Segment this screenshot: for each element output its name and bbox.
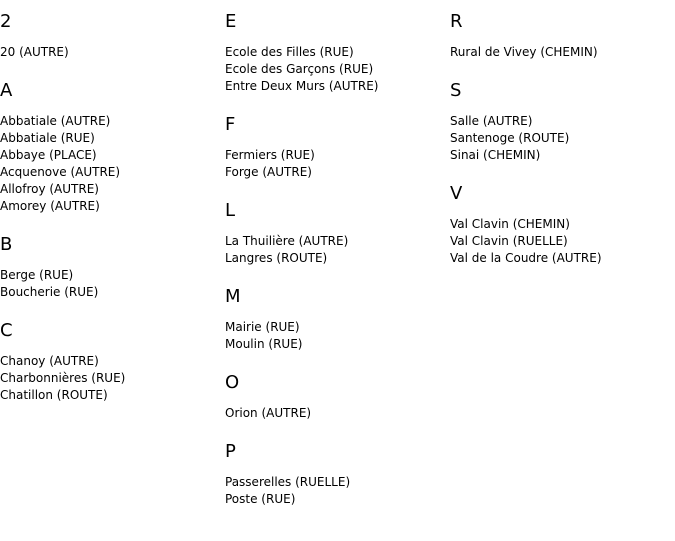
- letter-heading: R: [450, 11, 463, 32]
- letter-group: [450, 12, 675, 61]
- street-list-item[interactable]: Ecole des Garçons (RUE): [225, 62, 374, 76]
- street-list-item[interactable]: Chatillon (ROUTE): [0, 388, 108, 402]
- street-list: [450, 216, 675, 267]
- street-list-item[interactable]: Moulin (RUE): [225, 337, 303, 351]
- street-list-item[interactable]: Poste (RUE): [225, 492, 296, 506]
- letter-group: [225, 442, 450, 508]
- street-list: [450, 113, 675, 164]
- street-list-item[interactable]: Santenoge (ROUTE): [450, 131, 570, 145]
- street-list-item[interactable]: Acquenove (AUTRE): [0, 165, 121, 179]
- street-list-item[interactable]: Orion (AUTRE): [225, 406, 312, 420]
- street-list-item[interactable]: Fermiers (RUE): [225, 148, 315, 162]
- street-list-item[interactable]: Allofroy (AUTRE): [0, 182, 99, 196]
- letter-group: [0, 12, 225, 61]
- street-list: [0, 44, 225, 61]
- index-column-3: [450, 0, 675, 267]
- letter-heading: A: [0, 80, 13, 101]
- street-list: [225, 147, 450, 181]
- index-column-1: [0, 0, 225, 404]
- street-list: [0, 353, 225, 404]
- letter-group: [450, 184, 675, 267]
- letter-group: [225, 201, 450, 267]
- letter-heading: L: [225, 200, 236, 221]
- street-list-item[interactable]: Abbatiale (AUTRE): [0, 114, 111, 128]
- letter-group: [0, 81, 225, 215]
- street-list: [225, 44, 450, 95]
- letter-heading: O: [225, 372, 240, 393]
- letter-heading: P: [225, 441, 236, 462]
- street-list-item[interactable]: Val de la Coudre (AUTRE): [450, 251, 602, 265]
- letter-group: [225, 373, 450, 422]
- letter-heading: B: [0, 234, 13, 255]
- street-list-item[interactable]: Langres (ROUTE): [225, 251, 328, 265]
- letter-group: [0, 321, 225, 404]
- letter-heading: F: [225, 114, 236, 135]
- street-list-item[interactable]: Abbatiale (RUE): [0, 131, 95, 145]
- letter-heading: V: [450, 183, 463, 204]
- letter-group: [450, 81, 675, 164]
- street-list-item[interactable]: Val Clavin (CHEMIN): [450, 217, 570, 231]
- street-list: [225, 405, 450, 422]
- street-list-item[interactable]: Berge (RUE): [0, 268, 74, 282]
- street-list: [0, 267, 225, 301]
- street-list-item[interactable]: Abbaye (PLACE): [0, 148, 97, 162]
- street-list: [225, 319, 450, 353]
- street-list-item[interactable]: 20 (AUTRE): [0, 45, 69, 59]
- street-list-item[interactable]: La Thuilière (AUTRE): [225, 234, 349, 248]
- letter-heading: M: [225, 286, 241, 307]
- street-list-item[interactable]: Forge (AUTRE): [225, 165, 312, 179]
- street-list-item[interactable]: Entre Deux Murs (AUTRE): [225, 79, 379, 93]
- street-list: [225, 474, 450, 508]
- street-list-item[interactable]: Rural de Vivey (CHEMIN): [450, 45, 598, 59]
- letter-group: [225, 115, 450, 181]
- letter-group: [225, 12, 450, 95]
- street-list-item[interactable]: Salle (AUTRE): [450, 114, 533, 128]
- street-list-item[interactable]: Charbonnières (RUE): [0, 371, 126, 385]
- letter-group: [225, 287, 450, 353]
- street-list: [450, 44, 675, 61]
- street-list-item[interactable]: Chanoy (AUTRE): [0, 354, 99, 368]
- street-list-item[interactable]: Val Clavin (RUELLE): [450, 234, 568, 248]
- street-list-item[interactable]: Boucherie (RUE): [0, 285, 99, 299]
- street-list-item[interactable]: Amorey (AUTRE): [0, 199, 100, 213]
- street-list: [225, 233, 450, 267]
- letter-group: [0, 235, 225, 301]
- street-list-item[interactable]: Ecole des Filles (RUE): [225, 45, 354, 59]
- letter-heading: 2: [0, 11, 12, 32]
- street-list: [0, 113, 225, 215]
- letter-heading: C: [0, 320, 13, 341]
- street-list-item[interactable]: Passerelles (RUELLE): [225, 475, 351, 489]
- street-list-item[interactable]: Mairie (RUE): [225, 320, 300, 334]
- index-column-2: [225, 0, 450, 508]
- letter-heading: S: [450, 80, 462, 101]
- street-list-item[interactable]: Sinai (CHEMIN): [450, 148, 541, 162]
- letter-heading: E: [225, 11, 237, 32]
